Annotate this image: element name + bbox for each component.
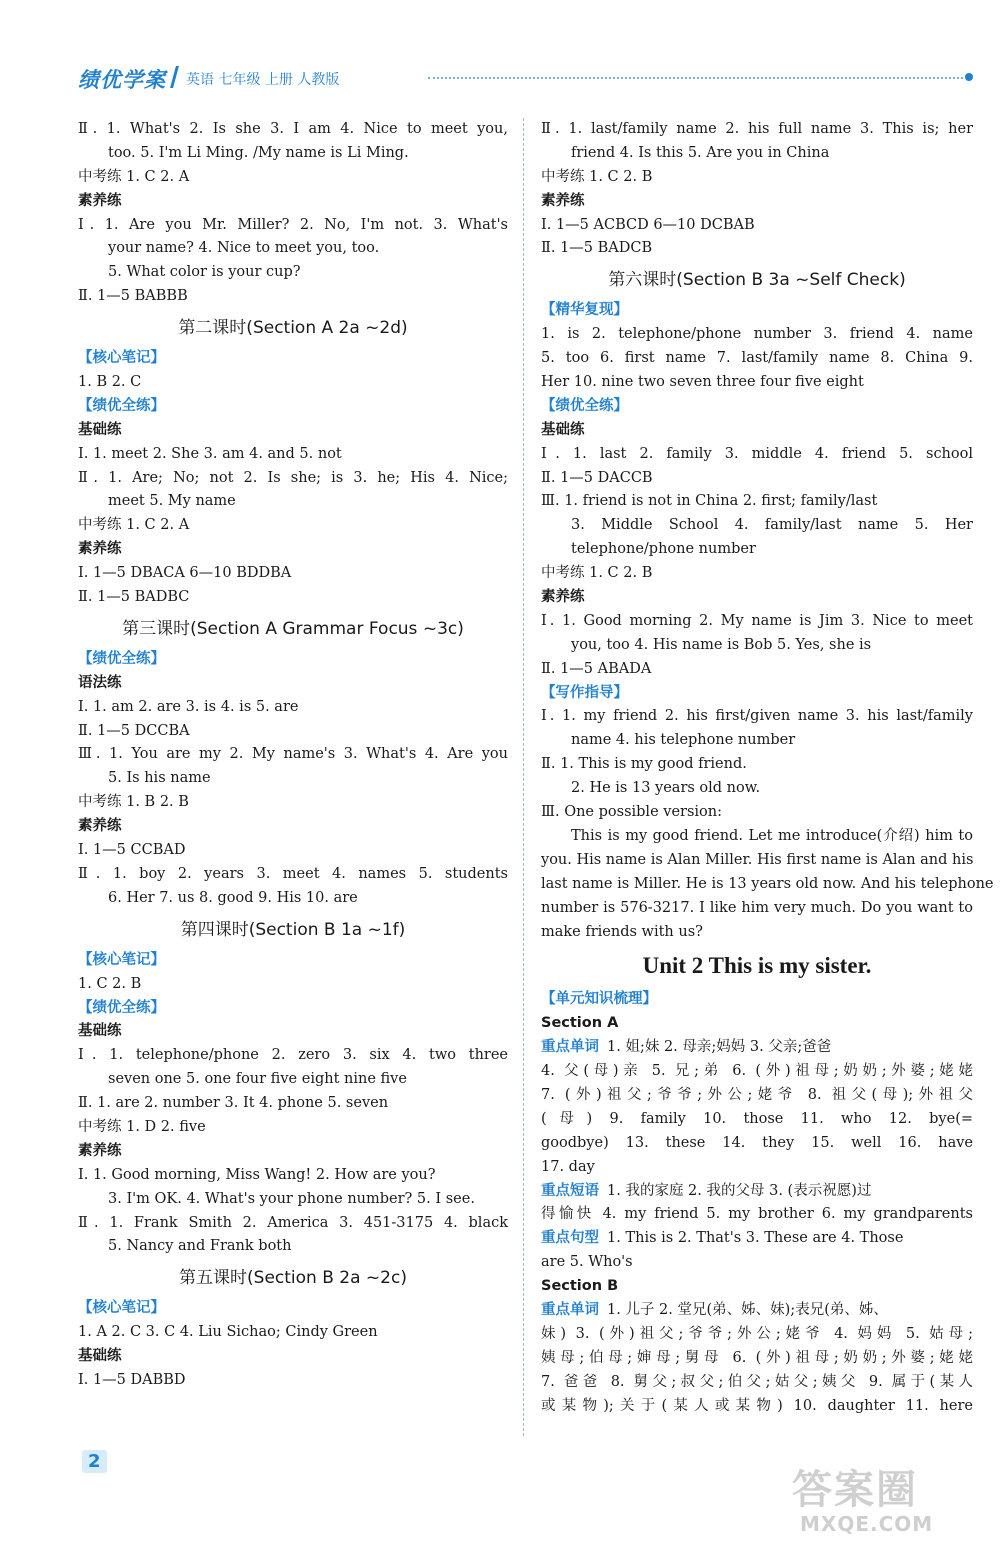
answer-line: 或某物);关于(某人或某物) 10. daughter 11. here <box>541 1397 973 1414</box>
answer-line: 1. is 2. telephone/phone number 3. friend 4. name <box>541 326 973 343</box>
answer-line: you. His name is Alan Miller. His first name is Alan and his <box>541 851 974 868</box>
lesson-heading: 第三课时(Section A Grammar Focus ~3c) <box>122 618 464 639</box>
key-point-label: 重点短语 <box>541 1182 599 1199</box>
answer-line: Ⅱ. 1—5 BADBC <box>78 589 190 606</box>
key-point-label: 重点句型 <box>541 1230 599 1247</box>
key-point-text: 1. 姐;妹 2. 母亲;妈妈 3. 父亲;爸爸 <box>607 1039 832 1056</box>
watermark-logo: 答案圈 <box>792 1467 918 1513</box>
answer-line: Ⅱ. 1. Frank Smith 2. America 3. 451-3175 4. black <box>78 1214 508 1231</box>
answer-line: number is 576-3217. I like him very much. Do you want to <box>541 899 973 916</box>
section-tag: 【核心笔记】 <box>78 951 165 968</box>
answer-line: too. 5. I'm Li Ming. /My name is Li Ming. <box>108 144 409 161</box>
answer-line <box>541 1299 973 1323</box>
lesson-heading: 第四课时(Section B 1a ~1f) <box>180 919 406 940</box>
answer-line: your name? 4. Nice to meet you, too. <box>108 240 380 257</box>
answer-line: Ⅰ. 1. my friend 2. his first/given name 3. his last/family <box>541 708 973 725</box>
column-divider <box>523 118 524 1436</box>
answer-line <box>541 1180 973 1204</box>
answer-line: Ⅱ. 1. This is my good friend. <box>541 756 747 773</box>
answer-line: 17. day <box>541 1158 595 1175</box>
answer-line: 5. Nancy and Frank both <box>108 1238 292 1255</box>
key-point-label: 重点单词 <box>541 1301 599 1318</box>
answer-line: Ⅲ. 1. You are my 2. My name's 3. What's 4. Are you <box>78 746 508 763</box>
answer-line: Ⅱ. 1—5 ABADA <box>541 660 652 677</box>
answer-line: Ⅰ. 1. Good morning 2. My name is Jim 3. Nice to meet <box>541 612 973 629</box>
unit-heading: Unit 2 This is my sister. <box>642 953 872 979</box>
key-point-text: 1. 我的家庭 2. 我的父母 3. (表示祝愿)过 <box>607 1182 872 1199</box>
answer-line: 3. Middle School 4. family/last name 5. Her <box>571 517 973 534</box>
answer-line: Ⅱ. 1—5 BABBB <box>78 288 188 305</box>
exercise-heading: 基础练 <box>78 421 122 438</box>
answer-line: Ⅲ. 1. friend is not in China 2. first; family/last <box>541 493 878 510</box>
left-column <box>78 118 508 1393</box>
exercise-heading: 素养练 <box>541 192 585 209</box>
section-tag: 【核心笔记】 <box>78 1300 165 1317</box>
answer-line: Ⅰ. 1—5 DBACA 6—10 BDDBA <box>78 565 292 582</box>
section-tag: 【绩优全练】 <box>78 650 165 667</box>
answer-line: are 5. Who's <box>541 1254 633 1271</box>
answer-line: Ⅰ. 1. last 2. family 3. middle 4. friend 5. school <box>541 445 973 462</box>
answer-line: Ⅰ. 1. am 2. are 3. is 4. is 5. are <box>78 698 299 715</box>
answer-line: 1. A 2. C 3. C 4. Liu Sichao; Cindy Green <box>78 1324 378 1341</box>
exercise-heading: 基础练 <box>78 1023 122 1040</box>
answer-line: Ⅰ. 1—5 CCBAD <box>78 842 186 859</box>
exercise-heading: Section B <box>541 1278 619 1295</box>
answer-line <box>541 1227 973 1251</box>
section-tag: 【核心笔记】 <box>78 350 165 367</box>
exercise-heading: 基础练 <box>78 1348 122 1365</box>
exercise-heading: 素养练 <box>78 818 122 835</box>
section-tag: 【绩优全练】 <box>541 397 628 414</box>
answer-line: make friends with us? <box>541 923 703 940</box>
answer-line: 中考练 1. C 2. A <box>78 517 190 534</box>
brand-logo: 绩优学案 <box>78 68 166 92</box>
answer-line: Ⅱ. 1—5 BADCB <box>541 240 653 257</box>
answer-line: (母) 9. family 10. those 11. who 12. bye(= <box>541 1110 973 1127</box>
section-tag: 【绩优全练】 <box>78 999 165 1016</box>
answer-line: 7. (外)祖父;爷爷;外公;姥爷 8. 祖父(母);外祖父 <box>541 1086 973 1103</box>
answer-line: Ⅱ. 1—5 DCCBA <box>78 722 190 739</box>
answer-line: Her 10. nine two seven three four five eight <box>541 374 864 391</box>
answer-line <box>541 1036 973 1060</box>
answer-line: 2. He is 13 years old now. <box>571 780 761 797</box>
exercise-heading: Section A <box>541 1015 619 1032</box>
answer-line: Ⅱ. 1. Are; No; not 2. Is she; is 3. he; His 4. Nice; <box>78 469 508 486</box>
answer-line: Ⅰ. 1. Are you Mr. Miller? 2. No, I'm not. 3. What's <box>78 216 508 233</box>
answer-line: 1. C 2. B <box>78 975 142 992</box>
section-tag: 【精华复现】 <box>541 302 628 319</box>
answer-line: 姨母;伯母;婶母;舅母 6. (外)祖母;奶奶;外婆;姥姥 <box>541 1349 973 1366</box>
answer-line: seven one 5. one four five eight nine five <box>108 1071 407 1088</box>
answer-line: 5. What color is your cup? <box>108 264 301 281</box>
section-tag: 【单元知识梳理】 <box>541 991 657 1008</box>
answer-line: you, too 4. His name is Bob 5. Yes, she is <box>571 636 872 653</box>
answer-line: Ⅰ. 1—5 DABBD <box>78 1371 186 1388</box>
header-dotted-rule <box>428 77 963 79</box>
exercise-heading: 语法练 <box>78 674 122 691</box>
page-header <box>78 60 978 100</box>
answer-line: 得愉快 4. my friend 5. my brother 6. my grandparents <box>541 1206 973 1223</box>
key-point-label: 重点单词 <box>541 1039 599 1056</box>
key-point-text: 1. 儿子 2. 堂兄(弟、姊、妹);表兄(弟、姊、 <box>607 1301 888 1318</box>
answer-line: Ⅰ. 1. Good morning, Miss Wang! 2. How are you? <box>78 1166 436 1183</box>
answer-line: meet 5. My name <box>108 493 236 510</box>
answer-line: 3. I'm OK. 4. What's your phone number? 5. I see. <box>108 1190 475 1207</box>
answer-line: Ⅱ. 1. are 2. number 3. It 4. phone 5. seven <box>78 1095 389 1112</box>
answer-line: This is my good friend. Let me introduce(介绍) him to <box>571 827 973 844</box>
answer-line: last name is Miller. He is 13 years old now. And his telephone <box>541 875 994 892</box>
header-dot <box>965 73 973 81</box>
answer-line: Ⅰ. 1—5 ACBCD 6—10 DCBAB <box>541 216 755 233</box>
answer-line: Ⅰ. 1. telephone/phone 2. zero 3. six 4. two three <box>78 1047 508 1064</box>
lesson-heading: 第六课时(Section B 3a ~Self Check) <box>608 270 906 291</box>
right-column <box>541 118 994 1418</box>
answer-line: Ⅲ. One possible version: <box>541 804 722 821</box>
answer-line: 妹) 3. (外)祖父;爷爷;外公;姥爷 4. 妈妈 5. 姑母; <box>541 1325 973 1342</box>
answer-line: 中考练 1. C 2. B <box>541 168 653 185</box>
exercise-heading: 素养练 <box>541 589 585 606</box>
section-tag: 【绩优全练】 <box>78 397 165 414</box>
exercise-heading: 素养练 <box>78 192 122 209</box>
answer-line: 中考练 1. B 2. B <box>78 794 189 811</box>
answer-line: Ⅱ. 1. last/family name 2. his full name 3. This is; her <box>541 121 973 137</box>
page-number: 2 <box>82 1450 107 1473</box>
answer-line: 1. B 2. C <box>78 374 142 391</box>
answer-line: 4. 父(母)亲 5. 兄;弟 6. (外)祖母;奶奶;外婆;姥姥 <box>541 1063 973 1080</box>
answer-line: 5. too 6. first name 7. last/family name 8. China 9. <box>541 350 973 367</box>
answer-line: Ⅱ. 1—5 DACCB <box>541 469 653 486</box>
key-point-text: 1. This is 2. That's 3. These are 4. Those <box>607 1230 904 1247</box>
answer-line: Ⅱ. 1. boy 2. years 3. meet 4. names 5. students <box>78 865 508 882</box>
watermark-url: MXQE.COM <box>800 1512 934 1536</box>
exercise-heading: 素养练 <box>78 1142 122 1159</box>
lesson-heading: 第五课时(Section B 2a ~2c) <box>179 1268 407 1289</box>
answer-line: 5. Is his name <box>108 770 211 787</box>
answer-line: 7. 爸爸 8. 舅父;叔父;伯父;姑父;姨父 9. 属于(某人 <box>541 1373 973 1390</box>
answer-line: goodbye) 13. these 14. they 15. well 16. have <box>541 1134 973 1151</box>
answer-line: friend 4. Is this 5. Are you in China <box>571 144 830 161</box>
lesson-heading: 第二课时(Section A 2a ~2d) <box>178 318 408 339</box>
answer-line: 中考练 1. C 2. B <box>541 565 653 582</box>
exercise-heading: 素养练 <box>78 541 122 558</box>
answer-line: 6. Her 7. us 8. good 9. His 10. are <box>108 889 358 906</box>
exercise-heading: 基础练 <box>541 421 585 438</box>
answer-line: name 4. his telephone number <box>571 732 796 749</box>
answer-line: 中考练 1. D 2. five <box>78 1118 206 1135</box>
answer-line: Ⅰ. 1. meet 2. She 3. am 4. and 5. not <box>78 445 342 462</box>
answer-line: telephone/phone number <box>571 541 756 558</box>
answer-line: Ⅱ. 1. What's 2. Is she 3. I am 4. Nice to meet you, <box>78 121 508 137</box>
book-subtitle: 英语 七年级 上册 人教版 <box>186 72 340 88</box>
brand-bar <box>170 66 179 88</box>
answer-line: 中考练 1. C 2. A <box>78 168 190 185</box>
section-tag: 【写作指导】 <box>541 684 628 701</box>
